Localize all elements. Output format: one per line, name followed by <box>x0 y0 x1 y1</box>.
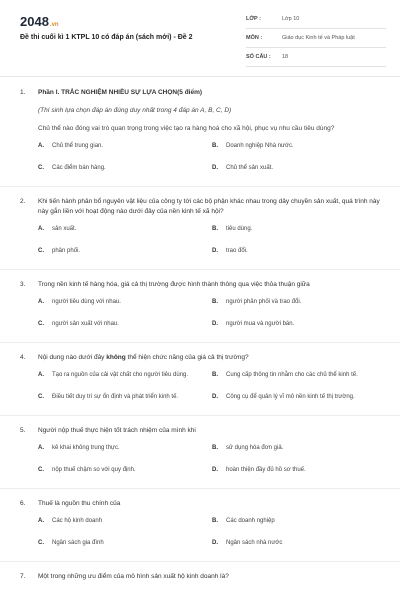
option-b[interactable] <box>212 444 386 458</box>
question-divider <box>0 561 400 562</box>
option-label: A. <box>38 299 44 305</box>
option-text: phân phối. <box>52 248 81 254</box>
question-1 <box>20 88 380 187</box>
option-text: kê khai không trung thực. <box>52 445 120 451</box>
question-text: Trong nền kinh tế hàng hóa, giá cả thị trường được hình thành thông qua việc thỏa thuận giữa <box>38 281 310 288</box>
option-label: D. <box>212 248 218 254</box>
option-b[interactable] <box>212 142 386 156</box>
question-5 <box>20 426 380 489</box>
meta-key: MÔN : <box>246 35 263 41</box>
option-a[interactable] <box>38 444 212 458</box>
option-d[interactable] <box>212 164 386 178</box>
option-b[interactable] <box>212 371 386 385</box>
option-a[interactable] <box>38 371 212 385</box>
option-text: Tạo ra nguồn của cải vật chất cho người tiêu dùng. <box>52 372 189 378</box>
option-label: A. <box>38 372 44 378</box>
question-text <box>38 353 380 363</box>
question-6 <box>20 499 380 562</box>
option-c[interactable] <box>38 466 212 480</box>
question-divider <box>0 415 400 416</box>
question-text-emphasis: không <box>106 354 126 361</box>
question-text: Khi tiến hành phân bổ nguyên vật liệu của công ty tới các bộ phận khác nhau trong dây chuyền sản xuất, quá trình này này gắn liền với hoạt động nào dưới đây của nền kinh tế xã hội? <box>38 198 380 215</box>
question-divider <box>0 342 400 343</box>
page-header <box>0 0 400 76</box>
option-text: nộp thuế chậm so với quy định. <box>52 467 136 473</box>
option-label: B. <box>212 445 218 451</box>
option-d[interactable] <box>212 320 386 334</box>
question-2 <box>20 197 380 270</box>
question-number: 3. <box>20 281 26 288</box>
part-instruction: (Thí sinh lựa chọn đáp án đúng duy nhất trong 4 đáp án A, B, C, D) <box>38 107 232 114</box>
question-number: 5. <box>20 427 26 434</box>
option-d[interactable] <box>212 466 386 480</box>
option-b[interactable] <box>212 298 386 312</box>
document-title: Đề thi cuối kì 1 KTPL 10 có đáp án (sách mới) - Đề 2 <box>20 34 193 41</box>
option-text: Các doanh nghiệp <box>226 518 275 524</box>
option-label: C. <box>38 165 44 171</box>
question-3 <box>20 280 380 343</box>
option-label: C. <box>38 394 44 400</box>
question-number: 4. <box>20 354 26 361</box>
option-text: Các điểm bán hàng. <box>52 165 106 171</box>
option-label: A. <box>38 143 44 149</box>
question-text: Chủ thể nào đóng vai trò quan trọng trong việc tạo ra hàng hoá cho xã hội, phục vụ nhu cầu tiêu dùng? <box>38 125 335 132</box>
question-text: Thuế là nguồn thu chính của <box>38 500 121 507</box>
option-text: người tiêu dùng với nhau. <box>52 299 121 305</box>
question-divider <box>0 269 400 270</box>
exam-content <box>0 88 400 582</box>
question-text: Người nộp thuế thực hiện tốt trách nhiệm của mình khi <box>38 427 196 434</box>
option-label: D. <box>212 540 218 546</box>
option-text: người mua và người bán. <box>226 321 295 327</box>
option-label: C. <box>38 248 44 254</box>
meta-value: 18 <box>282 54 289 60</box>
option-label: D. <box>212 467 218 473</box>
option-text: sử dụng hóa đơn giả. <box>226 445 284 451</box>
question-number: 7. <box>20 573 26 580</box>
option-c[interactable] <box>38 247 212 261</box>
option-c[interactable] <box>38 393 212 407</box>
option-label: B. <box>212 299 218 305</box>
option-text: hoàn thiện đầy đủ hồ sơ thuế. <box>226 467 306 473</box>
logo-text: 2048 <box>20 14 49 29</box>
option-b[interactable] <box>212 225 386 239</box>
site-logo[interactable] <box>20 14 59 29</box>
question-number: 1. <box>20 89 26 96</box>
option-d[interactable] <box>212 393 386 407</box>
option-label: A. <box>38 445 44 451</box>
option-label: B. <box>212 518 218 524</box>
option-d[interactable] <box>212 247 386 261</box>
meta-key: SỐ CÂU : <box>246 54 271 60</box>
question-divider <box>0 186 400 187</box>
question-4 <box>20 353 380 416</box>
option-c[interactable] <box>38 164 212 178</box>
question-divider <box>0 488 400 489</box>
option-label: B. <box>212 226 218 232</box>
option-text: Cung cấp thông tin nhằm cho các chủ thể kinh tế. <box>226 372 358 378</box>
option-a[interactable] <box>38 142 212 156</box>
option-label: D. <box>212 394 218 400</box>
meta-table <box>246 10 386 67</box>
option-text: Chủ thể trung gian. <box>52 143 104 149</box>
option-text: Các hộ kinh doanh <box>52 518 103 524</box>
option-text: người phân phối và trao đổi. <box>226 299 302 305</box>
option-d[interactable] <box>212 539 386 553</box>
meta-row-count <box>246 48 386 67</box>
option-label: C. <box>38 540 44 546</box>
option-text: trao đổi. <box>226 248 248 254</box>
header-divider <box>0 76 400 77</box>
option-a[interactable] <box>38 225 212 239</box>
option-text: Doanh nghiệp Nhà nước. <box>226 143 294 149</box>
option-text: Ngân sách nhà nước <box>226 540 283 546</box>
logo-suffix: .vn <box>49 22 59 28</box>
option-label: B. <box>212 372 218 378</box>
question-7 <box>20 572 380 582</box>
option-a[interactable] <box>38 298 212 312</box>
option-text: Điều tiết duy trì sự ổn định và phát triển kinh tế. <box>52 394 179 400</box>
meta-value: Giáo dục Kinh tế và Pháp luật <box>282 35 355 41</box>
option-text: Ngân sách gia đình <box>52 540 104 546</box>
option-label: C. <box>38 467 44 473</box>
meta-value: Lớp 10 <box>282 16 300 22</box>
option-label: B. <box>212 143 218 149</box>
meta-row-class <box>246 10 386 29</box>
option-label: D. <box>212 165 218 171</box>
option-label: C. <box>38 321 44 327</box>
option-label: A. <box>38 518 44 524</box>
option-text: người sản xuất với nhau. <box>52 321 119 327</box>
option-a[interactable] <box>38 517 212 531</box>
meta-key: LỚP : <box>246 16 261 22</box>
question-text: Một trong những ưu điểm của mô hình sản xuất hộ kinh doanh là? <box>38 573 229 580</box>
question-number: 2. <box>20 198 26 205</box>
option-label: D. <box>212 321 218 327</box>
option-label: A. <box>38 226 44 232</box>
question-text-part: Nội dung nào dưới đây <box>38 354 107 361</box>
option-text: tiêu dùng. <box>226 226 253 232</box>
option-text: Công cụ để quản lý vĩ mô nền kinh tế thị trường. <box>226 394 355 400</box>
option-text: Chủ thể sản xuất. <box>226 165 274 171</box>
question-number: 6. <box>20 500 26 507</box>
option-c[interactable] <box>38 320 212 334</box>
option-b[interactable] <box>212 517 386 531</box>
option-c[interactable] <box>38 539 212 553</box>
question-text-part: thể hiện chức năng của giá cả thị trường? <box>125 354 249 361</box>
option-text: sản xuất. <box>52 226 77 232</box>
part-title: Phần I. TRẮC NGHIỆM NHIỀU SỰ LỰA CHỌN(5 điểm) <box>38 89 203 96</box>
meta-row-subject <box>246 29 386 48</box>
